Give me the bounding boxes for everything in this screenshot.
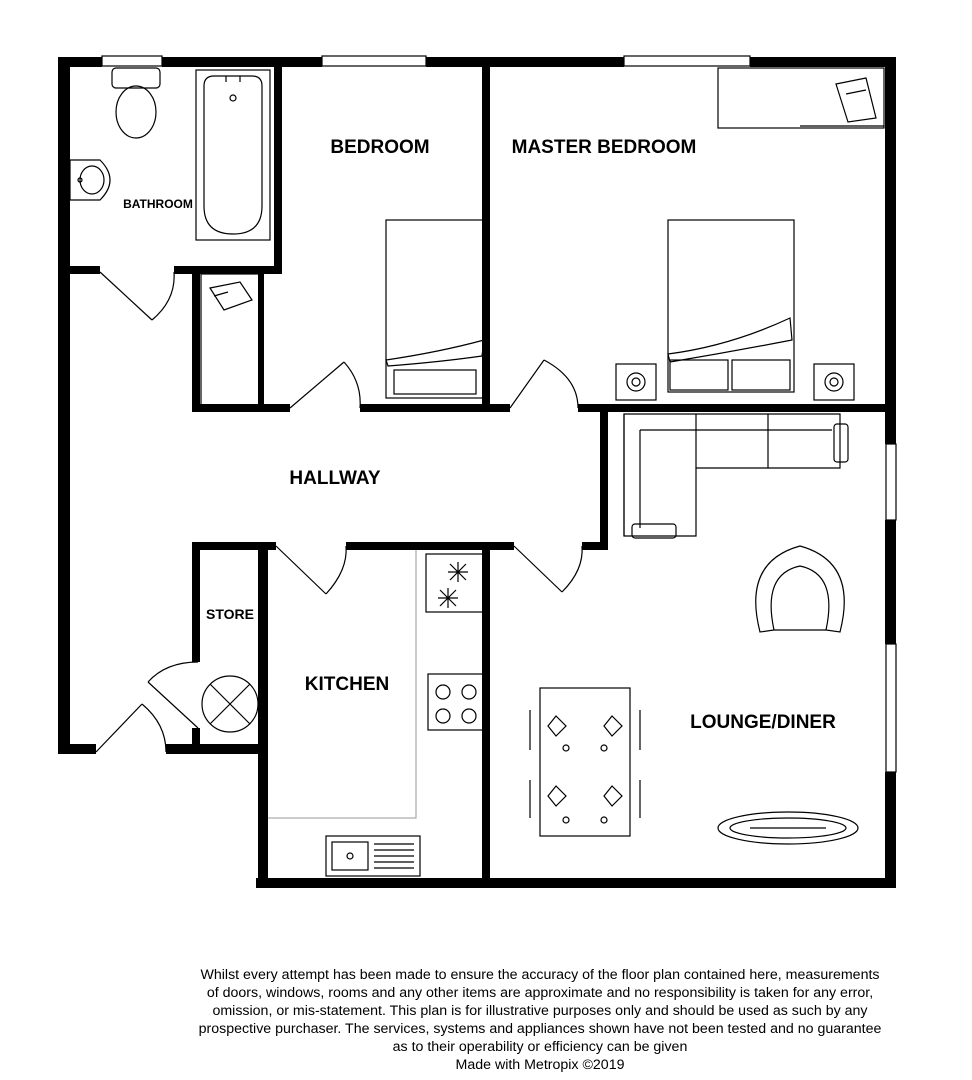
disclaimer-line: of doors, windows, rooms and any other items are approximate and no responsibility is taken for any error, (206, 985, 874, 1001)
walls (58, 57, 896, 888)
door-bedroom[interactable] (290, 362, 360, 408)
room-label-bedroom: BEDROOM (330, 137, 430, 158)
window (102, 56, 162, 66)
room-label-kitchen: KITCHEN (304, 674, 390, 695)
door-kitchen[interactable] (276, 546, 346, 594)
bedside-table-icon (814, 364, 854, 400)
room-label-bathroom: BATHROOM (123, 197, 193, 211)
bath-icon (196, 70, 270, 240)
disclaimer (150, 966, 930, 1074)
toilet-icon (112, 68, 160, 138)
window (624, 56, 750, 66)
window (322, 56, 426, 66)
window (886, 644, 896, 772)
door-entrance[interactable] (96, 704, 166, 752)
door-lounge[interactable] (514, 546, 582, 592)
window (886, 444, 896, 520)
wardrobe-icon (201, 274, 259, 406)
sink-icon (326, 836, 420, 876)
credit: Made with Metropix ©2019 (455, 1057, 625, 1073)
room-label-hallway: HALLWAY (289, 468, 381, 489)
disclaimer-line: prospective purchaser. The services, systems and appliances shown have not been tested and no guarantee (198, 1021, 882, 1037)
room-label-master-bedroom: MASTER BEDROOM (511, 137, 697, 158)
disclaimer-line: as to their operability or efficiency can be given (392, 1039, 688, 1055)
hob-icon (428, 674, 484, 730)
sofa-icon (624, 414, 848, 538)
door-bathroom[interactable] (100, 272, 174, 320)
double-bed-icon (668, 220, 794, 392)
rug-icon (718, 812, 858, 844)
single-bed-icon (386, 220, 484, 398)
disclaimer-line: Whilst every attempt has been made to ensure the accuracy of the floor plan contained here, measurements (200, 967, 880, 983)
cylinder-icon (202, 676, 258, 732)
wardrobe-icon (718, 68, 884, 128)
disclaimer-line: omission, or mis-statement. This plan is for illustrative purposes only and should be used as such by any (212, 1003, 868, 1019)
armchair-icon (756, 546, 845, 632)
room-label-lounge-diner: LOUNGE/DINER (690, 712, 836, 733)
dining-table-icon (530, 688, 640, 836)
fridge-freezer-icon (426, 554, 486, 612)
basin-icon (70, 160, 110, 200)
door-master-bedroom[interactable] (510, 360, 578, 408)
room-label-store: STORE (206, 606, 254, 622)
bedside-table-icon (616, 364, 656, 400)
